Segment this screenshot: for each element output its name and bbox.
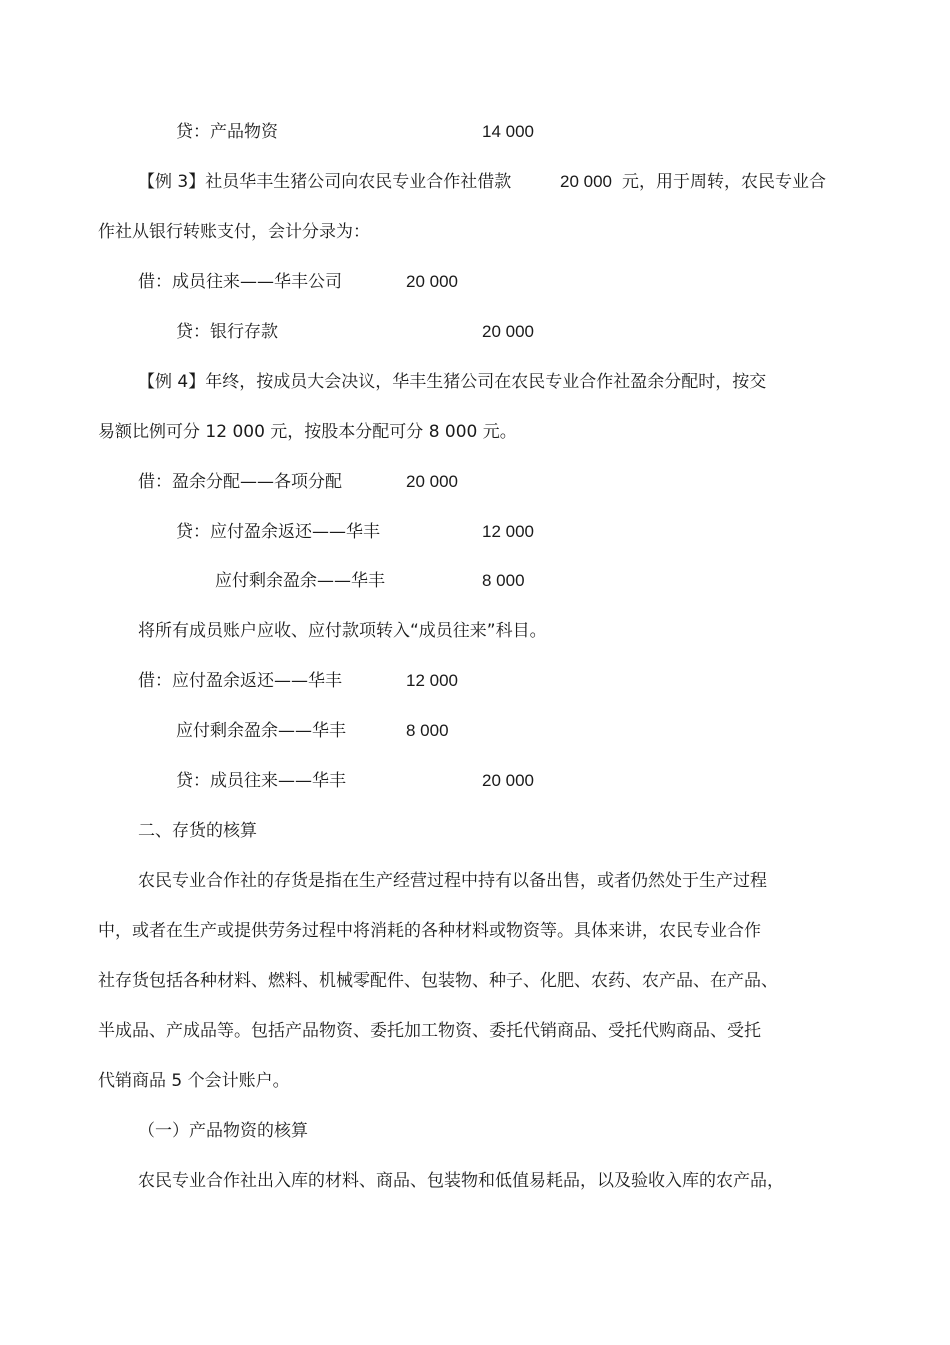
paragraph-text: 元，用于周转，农民专业合	[622, 172, 826, 192]
amount: 20 000	[482, 771, 534, 790]
paragraph-text: 半成品、产成品等。包括产品物资、委托加工物资、委托代销商品、受托代购商品、受托	[98, 1021, 761, 1041]
amount: 12 000	[406, 671, 458, 690]
entry-credit-sub: 应付剩余盈余——华丰	[215, 571, 385, 591]
entry-credit-product-goods: 贷：产品物资	[176, 122, 278, 142]
entry-debit: 借：应付盈余返还——华丰	[138, 671, 342, 691]
amount: 12 000	[482, 522, 534, 541]
amount: 20 000	[406, 272, 458, 291]
amount: 20 000	[560, 172, 612, 191]
amount: 8 000	[406, 721, 449, 740]
paragraph-text: 中，或者在生产或提供劳务过程中将消耗的各种材料或物资等。具体来讲，农民专业合作	[98, 921, 761, 941]
example-3-heading: 【例 3】社员华丰生猪公司向农民专业合作社借款	[138, 172, 512, 192]
paragraph-text: 社存货包括各种材料、燃料、机械零配件、包装物、种子、化肥、农药、农产品、在产品、	[98, 971, 778, 991]
entry-debit: 借：成员往来——华丰公司	[138, 272, 342, 292]
entry-credit: 贷：应付盈余返还——华丰	[176, 522, 380, 542]
amount: 20 000	[482, 322, 534, 341]
amount: 14 000	[482, 122, 534, 141]
amount: 20 000	[406, 472, 458, 491]
example-4-heading: 【例 4】年终，按成员大会决议，华丰生猪公司在农民专业合作社盈余分配时，按交	[138, 372, 767, 392]
entry-credit: 贷：银行存款	[176, 322, 278, 342]
entry-credit: 贷：成员往来——华丰	[176, 771, 346, 791]
paragraph-text: 农民专业合作社出入库的材料、商品、包装物和低值易耗品，以及验收入库的农产品，	[138, 1171, 784, 1191]
paragraph-text: 代销商品 5 个会计账户。	[98, 1071, 290, 1091]
paragraph-text: 作社从银行转账支付，会计分录为：	[98, 222, 370, 242]
subsection-heading: （一）产品物资的核算	[138, 1121, 308, 1141]
entry-debit-sub: 应付剩余盈余——华丰	[176, 721, 346, 741]
amount: 8 000	[482, 571, 525, 590]
paragraph-text: 农民专业合作社的存货是指在生产经营过程中持有以备出售，或者仍然处于生产过程	[138, 871, 767, 891]
section-heading: 二、存货的核算	[138, 821, 257, 841]
paragraph-text: 将所有成员账户应收、应付款项转入“成员往来”科目。	[138, 621, 547, 641]
paragraph-text: 易额比例可分 12 000 元，按股本分配可分 8 000 元。	[98, 422, 517, 442]
entry-debit: 借：盈余分配——各项分配	[138, 472, 342, 492]
